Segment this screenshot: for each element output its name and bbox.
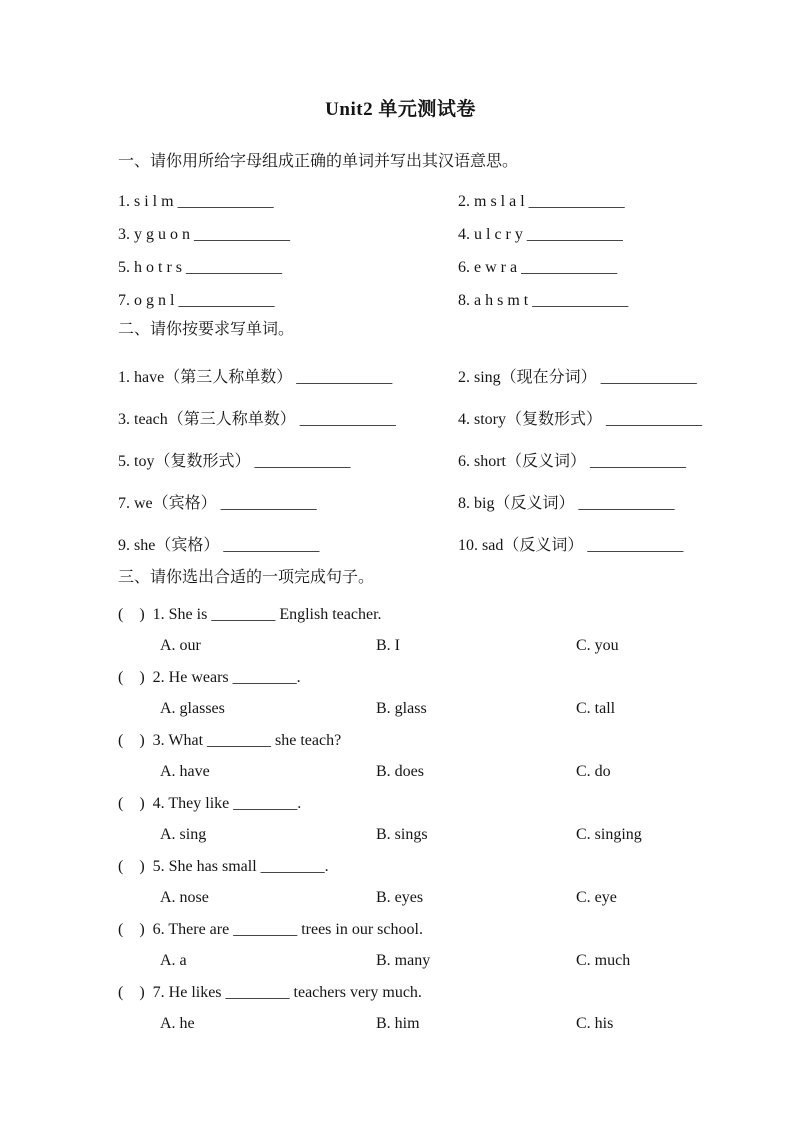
item-label: 5. toy（复数形式）: [118, 453, 251, 470]
question-text: 5. She has small ________.: [152, 858, 329, 875]
option-b: B. does: [376, 763, 424, 780]
answer-blank: ____________: [177, 193, 274, 210]
question-text: 3. What ________ she teach?: [152, 732, 342, 749]
unscramble-item: [118, 251, 458, 284]
answer-paren: ( ): [118, 795, 145, 812]
section-one-items: [118, 185, 683, 317]
answer-blank: ____________: [587, 537, 684, 554]
options-row: [118, 630, 683, 661]
answer-paren: ( ): [118, 921, 145, 938]
choice-question: [118, 914, 683, 976]
item-label: 8. big（反义词）: [458, 495, 575, 512]
option-b: B. many: [376, 952, 431, 969]
question-text: 6. There are ________ trees in our school.: [152, 921, 423, 938]
word-form-item: [458, 483, 702, 525]
item-label: 2. sing（现在分词）: [458, 369, 597, 386]
unscramble-item: [458, 284, 683, 317]
question-line: [118, 914, 683, 945]
choice-question: [118, 788, 683, 850]
unscramble-item: [458, 251, 683, 284]
option-a: A. sing: [160, 826, 207, 843]
option-a: A. nose: [160, 889, 209, 906]
choice-question: [118, 599, 683, 661]
word-form-item: [458, 357, 702, 399]
option-b: B. him: [376, 1015, 420, 1032]
unscramble-item: [458, 218, 683, 251]
answer-paren: ( ): [118, 732, 145, 749]
options-row: [118, 882, 683, 913]
answer-blank: ____________: [578, 495, 675, 512]
option-b: B. eyes: [376, 889, 424, 906]
answer-blank: ____________: [606, 411, 703, 428]
answer-paren: ( ): [118, 669, 145, 686]
option-c: C. eye: [576, 889, 617, 906]
unscramble-item: [118, 284, 458, 317]
option-a: A. he: [160, 1015, 195, 1032]
item-label: 7. we（宾格）: [118, 495, 217, 512]
answer-blank: ____________: [532, 292, 629, 309]
option-b: B. glass: [376, 700, 427, 717]
question-text: 1. She is ________ English teacher.: [152, 606, 382, 623]
question-text: 2. He wears ________.: [152, 669, 301, 686]
option-c: C. tall: [576, 700, 616, 717]
answer-blank: ____________: [254, 453, 351, 470]
answer-paren: ( ): [118, 984, 145, 1001]
word-form-item: [458, 525, 702, 567]
choice-question: [118, 851, 683, 913]
item-label: 1. have（第三人称单数）: [118, 369, 293, 386]
item-label: 6. e w r a: [458, 259, 518, 276]
section-two-items: [118, 357, 703, 567]
item-label: 10. sad（反义词）: [458, 537, 584, 554]
word-form-item: [118, 525, 458, 567]
option-b: B. I: [376, 637, 400, 654]
answer-blank: ____________: [223, 537, 320, 554]
answer-paren: ( ): [118, 858, 145, 875]
section-two-heading: 二、请你按要求写单词。: [118, 321, 295, 338]
answer-blank: ____________: [296, 369, 393, 386]
option-c: C. singing: [576, 826, 642, 843]
item-label: 8. a h s m t: [458, 292, 529, 309]
option-b: B. sings: [376, 826, 428, 843]
question-line: [118, 788, 683, 819]
options-row: [118, 945, 683, 976]
answer-blank: ____________: [600, 369, 697, 386]
question-line: [118, 977, 683, 1008]
answer-blank: ____________: [526, 226, 623, 243]
answer-blank: ____________: [299, 411, 396, 428]
word-form-item: [458, 399, 702, 441]
options-row: [118, 693, 683, 724]
word-form-item: [118, 441, 458, 483]
options-row: [118, 756, 683, 787]
item-label: 3. y g u o n: [118, 226, 190, 243]
page-title: Unit2 单元测试卷: [325, 99, 476, 120]
item-label: 7. o g n l: [118, 292, 175, 309]
question-line: [118, 662, 683, 693]
question-text: 4. They like ________.: [152, 795, 302, 812]
options-row: [118, 1008, 683, 1039]
item-label: 4. u l c r y: [458, 226, 523, 243]
section-three-questions: [118, 599, 683, 1039]
question-line: [118, 851, 683, 882]
section-one-heading: 一、请你用所给字母组成正确的单词并写出其汉语意思。: [118, 153, 519, 170]
option-a: A. glasses: [160, 700, 225, 717]
question-line: [118, 599, 683, 630]
option-c: C. his: [576, 1015, 614, 1032]
word-form-item: [118, 357, 458, 399]
word-form-item: [118, 399, 458, 441]
item-label: 6. short（反义词）: [458, 453, 587, 470]
word-form-item: [118, 483, 458, 525]
item-label: 2. m s l a l: [458, 193, 525, 210]
unscramble-item: [118, 185, 458, 218]
option-a: A. our: [160, 637, 201, 654]
answer-blank: ____________: [178, 292, 275, 309]
question-text: 7. He likes ________ teachers very much.: [152, 984, 422, 1001]
section-three-heading: 三、请你选出合适的一项完成句子。: [118, 569, 375, 586]
unscramble-item: [118, 218, 458, 251]
option-a: A. have: [160, 763, 210, 780]
choice-question: [118, 725, 683, 787]
answer-blank: ____________: [528, 193, 625, 210]
options-row: [118, 819, 683, 850]
answer-blank: ____________: [590, 453, 687, 470]
item-label: 9. she（宾格）: [118, 537, 220, 554]
answer-blank: ____________: [521, 259, 618, 276]
word-form-item: [458, 441, 702, 483]
item-label: 4. story（复数形式）: [458, 411, 603, 428]
answer-blank: ____________: [186, 259, 282, 276]
option-c: C. much: [576, 952, 631, 969]
option-c: C. do: [576, 763, 611, 780]
question-line: [118, 725, 683, 756]
option-c: C. you: [576, 637, 619, 654]
answer-blank: ____________: [220, 495, 317, 512]
unscramble-item: [458, 185, 683, 218]
choice-question: [118, 662, 683, 724]
choice-question: [118, 977, 683, 1039]
item-label: 5. h o t r s: [118, 259, 182, 276]
item-label: 3. teach（第三人称单数）: [118, 411, 296, 428]
option-a: A. a: [160, 952, 187, 969]
item-label: 1. s i l m: [118, 193, 174, 210]
answer-paren: ( ): [118, 606, 145, 623]
answer-blank: ____________: [194, 226, 290, 243]
